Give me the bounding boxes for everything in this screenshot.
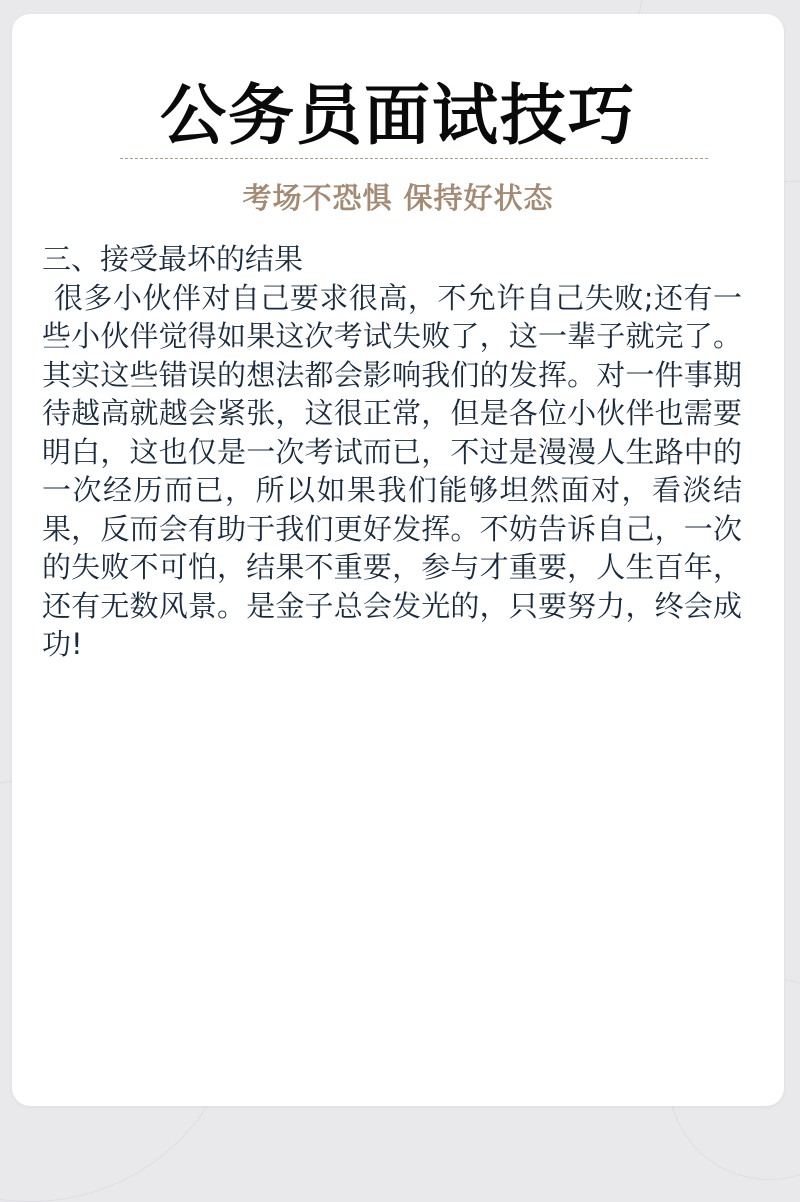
page-subtitle: 考场不恐惧 保持好状态	[242, 181, 554, 215]
page-title: 公务员面试技巧	[160, 77, 636, 154]
title-divider	[120, 158, 708, 159]
section-paragraph: 很多小伙伴对自己要求很高，不允许自己失败;还有一些小伙伴觉得如果这次考试失败了，这一辈子就完了。其实这些错误的想法都会影响我们的发挥。对一件事期待越高就越会紧张，这很正常，但是各位小伙伴也需要明白，这也仅是一次考试而已，不过是漫漫人生路中的一次经历而已，所以如果我们能够坦然面对，看淡结果，反而会有助于我们更好发挥。不妨告诉自己，一次的失败不可怕，结果不重要，参与才重要，人生百年，还有无数风景。是金子总会发光的，只要努力，终会成功!	[42, 280, 742, 661]
content-card	[12, 14, 784, 1106]
section-heading: 三、接受最坏的结果	[42, 242, 304, 276]
article-body	[42, 240, 742, 664]
